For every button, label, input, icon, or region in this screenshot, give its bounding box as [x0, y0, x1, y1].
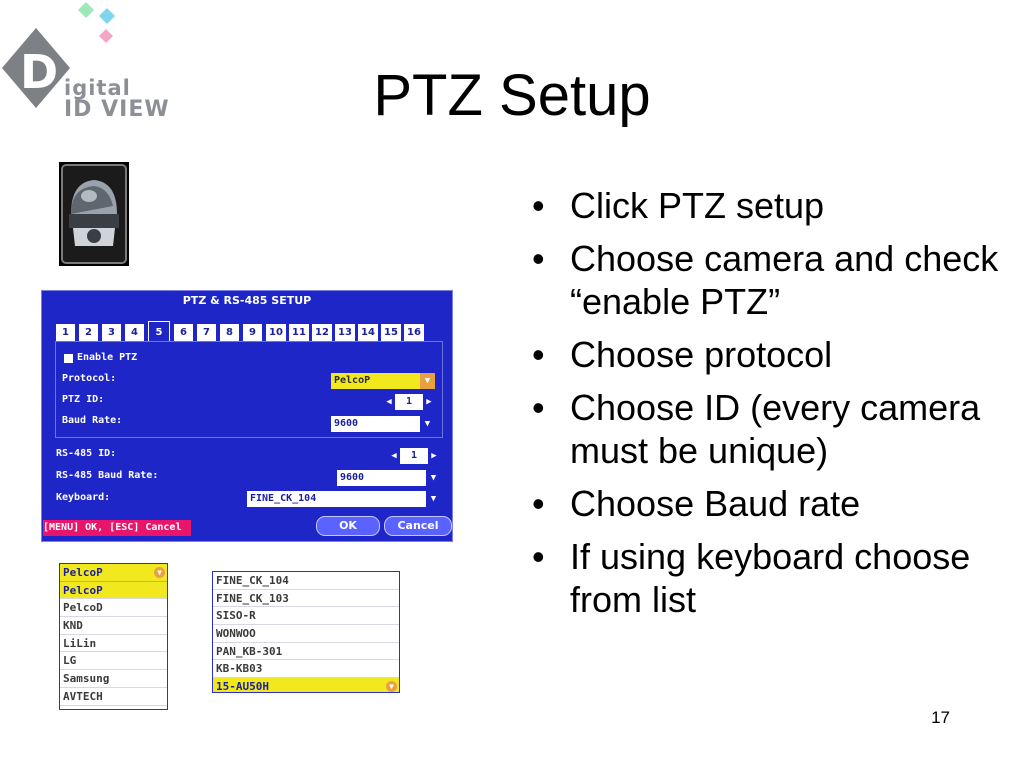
arrow-left-icon[interactable]: ◀	[383, 394, 395, 410]
tab-camera-2[interactable]: 2	[79, 324, 98, 341]
enable-ptz-checkbox[interactable]	[64, 354, 73, 363]
svg-text:D: D	[20, 45, 59, 99]
list-item[interactable]: SISO-R	[213, 607, 399, 625]
keyboard-label: Keyboard:	[56, 492, 111, 503]
list-item[interactable]: PelcoP	[60, 582, 167, 600]
bullet-item: • If using keyboard choose from list	[528, 535, 1008, 621]
chevron-down-icon: ▼	[426, 491, 441, 507]
list-item[interactable]: FINE_CK_104	[213, 572, 399, 590]
ptz-rs485-setup-dialog	[41, 290, 453, 542]
list-item[interactable]: AVTECH	[60, 688, 167, 706]
list-item[interactable]: WONWOO	[213, 625, 399, 643]
list-item[interactable]: Samsung	[60, 670, 167, 688]
bullet-item: • Choose Baud rate	[528, 482, 1008, 525]
tab-camera-1[interactable]: 1	[56, 324, 75, 341]
list-item[interactable]: KB-KB03	[213, 660, 399, 678]
cancel-button[interactable]: Cancel	[384, 516, 452, 536]
tab-camera-6[interactable]: 6	[174, 324, 193, 341]
tab-camera-7[interactable]: 7	[197, 324, 216, 341]
menu-hint: [MENU] OK, [ESC] Cancel	[43, 520, 191, 536]
arrow-right-icon[interactable]: ▶	[428, 448, 440, 464]
arrow-left-icon[interactable]: ◀	[388, 448, 400, 464]
protocol-dropdown-header[interactable]	[60, 564, 167, 582]
baud-rate-select[interactable]	[331, 416, 435, 432]
baud-rate-label: Baud Rate:	[62, 415, 123, 426]
ptz-camera-icon[interactable]	[59, 162, 129, 266]
logo-text-line2: ID VIEW	[64, 97, 170, 122]
list-item[interactable]: LG	[60, 652, 167, 670]
tab-camera-14[interactable]: 14	[358, 324, 378, 341]
keyboard-value: FINE_CK_104	[250, 493, 317, 504]
enable-ptz-label: Enable PTZ	[77, 352, 138, 363]
list-item[interactable]: FINE_CK_103	[213, 590, 399, 608]
list-item-label: 15-AU50H	[216, 680, 269, 693]
protocol-value: PelcoP	[334, 375, 371, 386]
tab-camera-3[interactable]: 3	[102, 324, 121, 341]
rs485-baud-rate-label: RS-485 Baud Rate:	[56, 470, 159, 481]
rs485-baud-rate-select[interactable]	[337, 470, 441, 486]
ptz-id-value: 1	[405, 396, 413, 407]
chevron-down-icon: ▼	[420, 373, 435, 389]
bullet-item: • Click PTZ setup	[528, 184, 1008, 227]
chevron-down-icon: ▼	[386, 681, 397, 692]
protocol-select[interactable]	[331, 373, 435, 389]
tab-camera-11[interactable]: 11	[289, 324, 309, 341]
ptz-id-label: PTZ ID:	[62, 394, 105, 405]
list-item[interactable]: PelcoD	[60, 599, 167, 617]
keyboard-dropdown-list	[212, 571, 400, 693]
chevron-down-icon: ▼	[426, 470, 441, 486]
logo-text-line1: igital	[64, 76, 131, 100]
arrow-right-icon[interactable]: ▶	[423, 394, 435, 410]
bullet-item: • Choose ID (every camera must be unique)	[528, 386, 1008, 472]
protocol-label: Protocol:	[62, 373, 117, 384]
dialog-title: PTZ & RS-485 SETUP	[182, 294, 312, 307]
bullet-item: • Choose camera and check “enable PTZ”	[528, 237, 1008, 323]
baud-rate-value: 9600	[334, 418, 359, 429]
list-item-highlighted[interactable]	[213, 678, 399, 693]
rs485-id-label: RS-485 ID:	[56, 448, 117, 459]
chevron-down-icon: ▼	[154, 567, 165, 578]
tab-camera-13[interactable]: 13	[335, 324, 355, 341]
bullet-item: • Choose protocol	[528, 333, 1008, 376]
page-number: 17	[931, 708, 950, 727]
rs485-baud-rate-value: 9600	[340, 472, 365, 483]
tab-camera-9[interactable]: 9	[243, 324, 262, 341]
rs485-id-stepper[interactable]	[388, 448, 440, 464]
list-item[interactable]: PAN_KB-301	[213, 643, 399, 661]
tab-camera-16[interactable]: 16	[404, 324, 424, 341]
protocol-dropdown-selected: PelcoP	[63, 566, 103, 579]
chevron-down-icon: ▼	[420, 416, 435, 432]
rs485-id-value: 1	[410, 450, 418, 461]
ok-button[interactable]: OK	[316, 516, 380, 536]
tab-camera-12[interactable]: 12	[312, 324, 332, 341]
keyboard-select[interactable]	[247, 491, 441, 507]
list-item[interactable]: LiLin	[60, 635, 167, 653]
tab-camera-10[interactable]: 10	[266, 324, 286, 341]
instruction-bullets	[528, 184, 1008, 631]
tab-camera-8[interactable]: 8	[220, 324, 239, 341]
slide-title: PTZ Setup	[373, 63, 651, 128]
tab-camera-4[interactable]: 4	[125, 324, 144, 341]
tab-camera-15[interactable]: 15	[381, 324, 401, 341]
list-item[interactable]: KND	[60, 617, 167, 635]
ptz-id-stepper[interactable]	[383, 394, 435, 410]
protocol-dropdown-list	[59, 563, 168, 710]
tab-camera-5[interactable]: 5	[148, 321, 170, 342]
